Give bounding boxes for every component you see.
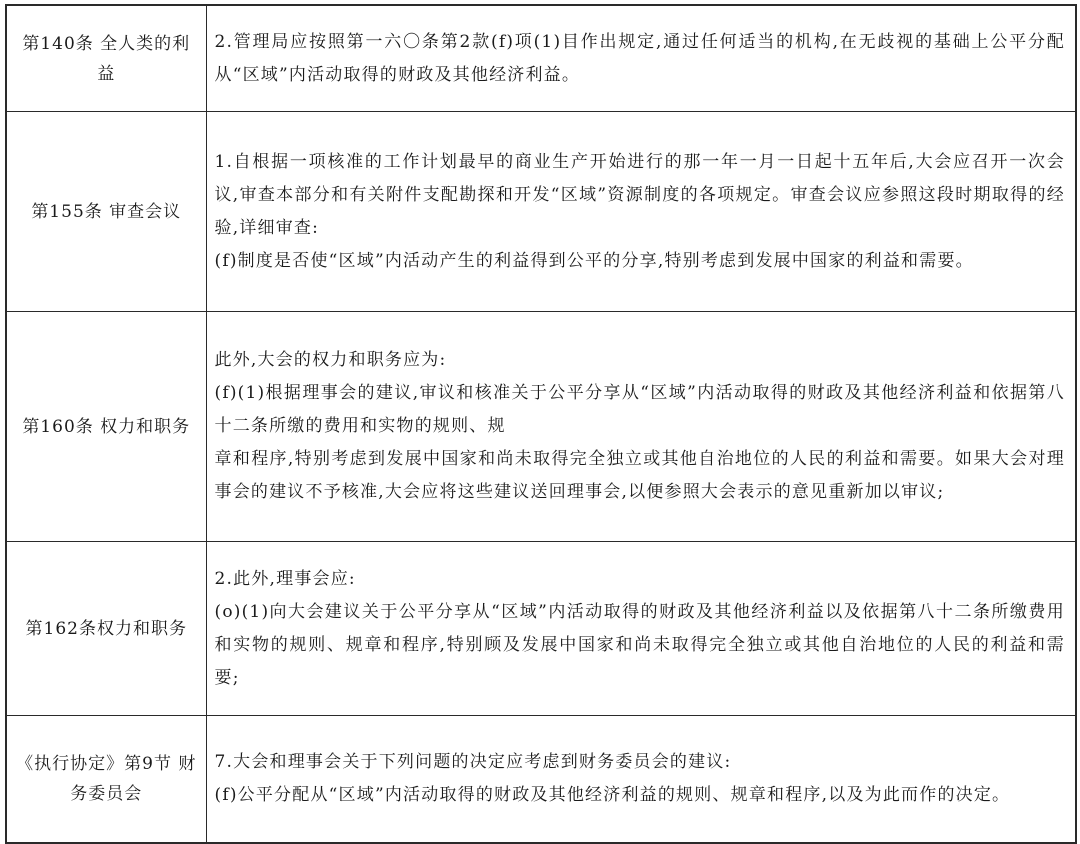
provision-cell [206,312,1076,542]
article-cell [6,112,206,312]
provisions-table [5,4,1077,844]
provision-paragraph: (f)公平分配从“区域”内活动取得的财政及其他经济利益的规则、规章和程序,以及为此而作的决定。 [214,785,1011,805]
article-label: 第160条 权力和职务 [22,416,191,437]
article-cell [6,312,206,542]
provision-paragraph: 章和程序,特别考虑到发展中国家和尚未取得完全独立或其他自治地位的人民的利益和需要。如果大会对理事会的建议不予核准,大会应将这些建议送回理事会,以便参照大会表示的意见重新加以审议; [214,449,1065,502]
provision-paragraph: 此外,大会的权力和职务应为: [214,350,447,370]
article-cell [6,5,206,112]
provision-paragraph: (o)(1)向大会建议关于公平分享从“区域”内活动取得的财政及其他经济利益以及依据第八十二条所缴费用和实物的规则、规章和程序,特别顾及发展中国家和尚未取得完全独立或其他自治地位的人民的利益和需要; [214,601,1065,688]
table-row [6,5,1076,112]
provision-cell [206,716,1076,844]
provision-paragraph: 7.大会和理事会关于下列问题的决定应考虑到财务委员会的建议: [214,752,732,772]
provision-paragraph: 2.此外,理事会应: [214,568,356,589]
provision-cell [206,5,1076,112]
table-row [6,312,1076,542]
provision-cell [206,112,1076,312]
table-row [6,112,1076,312]
article-label: 第162条权力和职务 [25,618,187,639]
table-row [6,716,1076,844]
provision-cell [206,542,1076,716]
provision-paragraph: (f)(1)根据理事会的建议,审议和核准关于公平分享从“区域”内活动取得的财政及其他经济利益和依据第八十二条所缴的费用和实物的规则、规 [214,383,1065,436]
article-label: 《执行协定》第9节 财务委员会 [16,754,197,804]
provision-paragraph: 2.管理局应按照第一六〇条第2款(f)项(1)目作出规定,通过任何适当的机构,在无歧视的基础上公平分配从“区域”内活动取得的财政及其他经济利益。 [214,31,1065,85]
article-cell [6,716,206,844]
table-row [6,542,1076,716]
provision-paragraph: (f)制度是否使“区域”内活动产生的利益得到公平的分享,特别考虑到发展中国家的利益和需要。 [214,250,974,271]
provision-paragraph: 1.自根据一项核准的工作计划最早的商业生产开始进行的那一年一月一日起十五年后,大会应召开一次会议,审查本部分和有关附件支配勘探和开发“区域”资源制度的各项规定。审查会议应参照这段时期取得的经验,详细审查: [214,151,1065,238]
article-label: 第140条 全人类的利益 [22,33,191,84]
article-cell [6,542,206,716]
article-label: 第155条 审查会议 [31,201,182,222]
